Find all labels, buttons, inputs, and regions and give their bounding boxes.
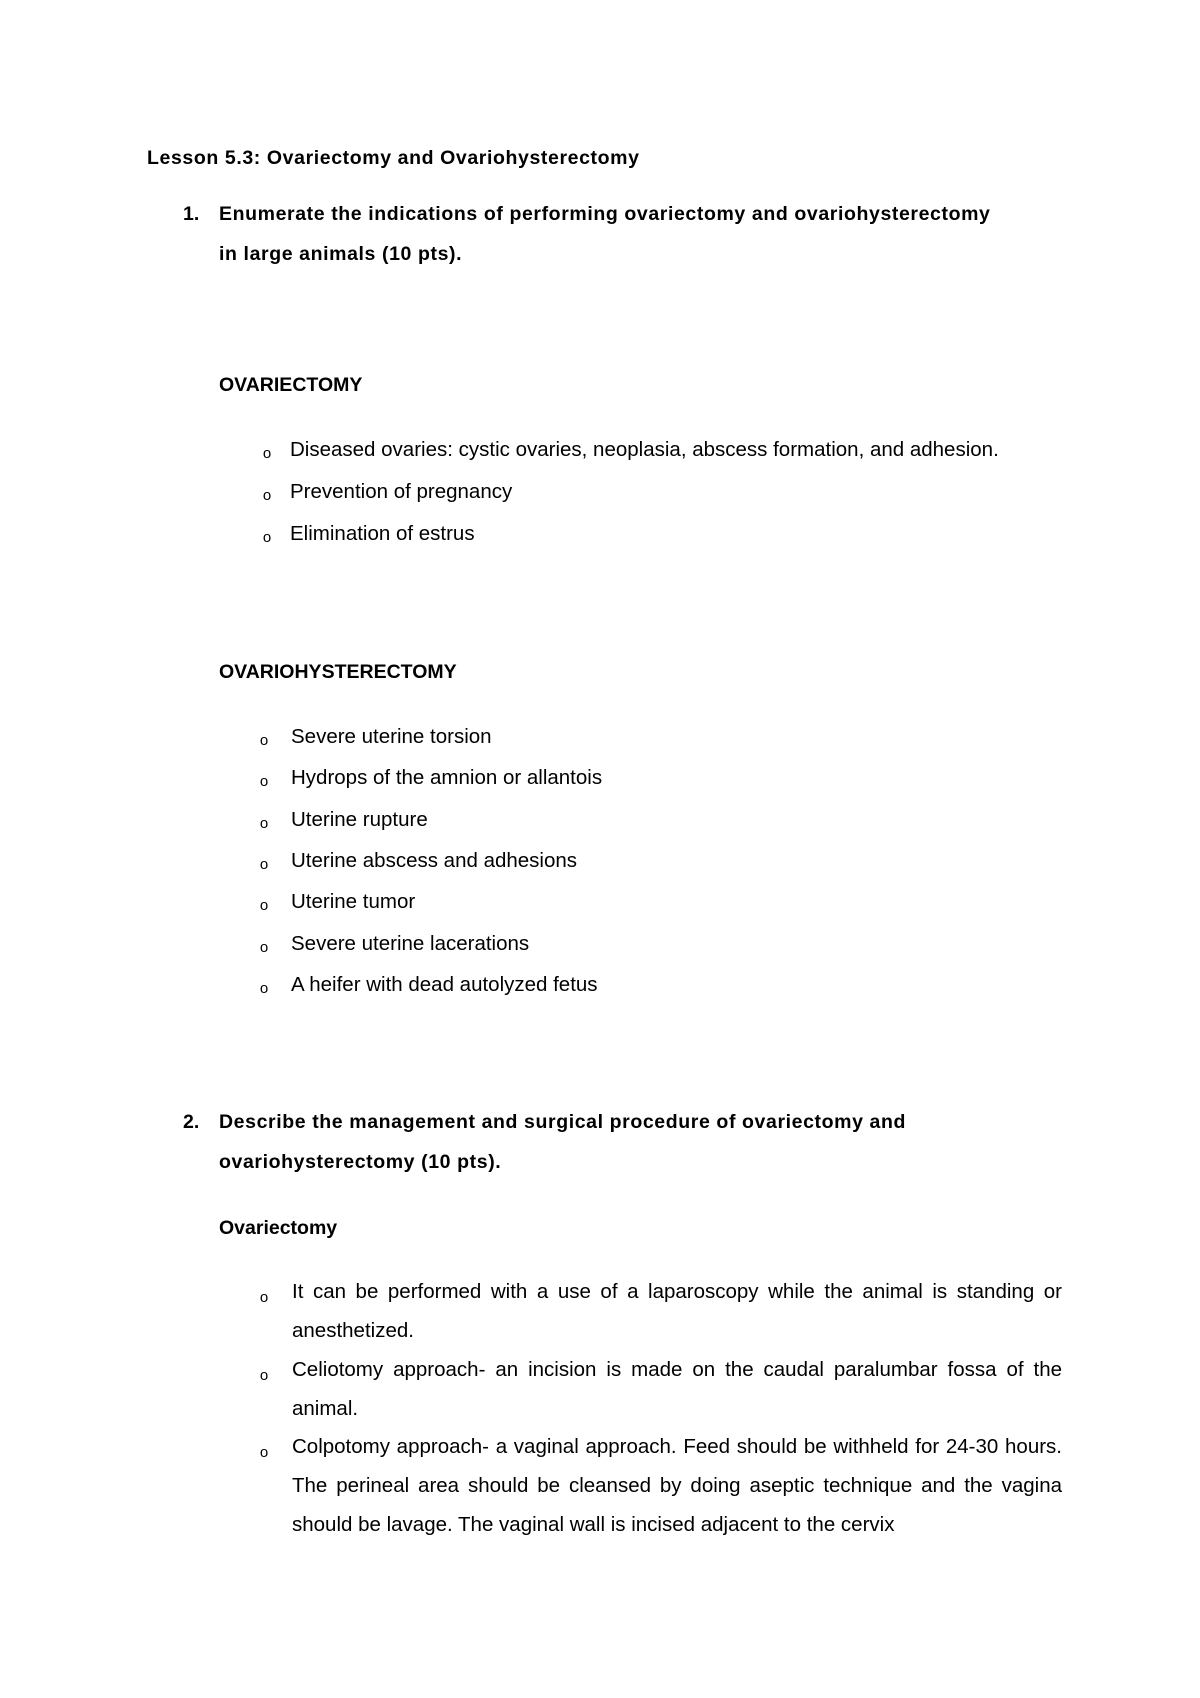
question-2-line-2: ovariohysterectomy (10 pts). <box>219 1151 502 1173</box>
bullet-marker: o <box>259 732 269 749</box>
procedure-paragraph: It can be performed with a use of a laparoscopy while the animal is standing or anesthetized. <box>292 1280 1062 1342</box>
list-item: Hydrops of the amnion or allantois <box>291 766 603 789</box>
bullet-marker: o <box>259 1289 269 1306</box>
bullet-marker: o <box>259 939 269 956</box>
question-2-number: 2. <box>183 1111 200 1133</box>
list-item: Uterine rupture <box>291 808 428 831</box>
bullet-marker: o <box>259 1367 269 1384</box>
question-2-line-1: Describe the management and surgical procedure of ovariectomy and <box>219 1111 907 1133</box>
bullet-marker: o <box>262 529 272 546</box>
bullet-marker: o <box>259 897 269 914</box>
bullet-marker: o <box>262 487 272 504</box>
bullet-marker: o <box>259 773 269 790</box>
ovariectomy-indications-heading: OVARIECTOMY <box>219 374 363 396</box>
bullet-marker: o <box>259 1444 269 1461</box>
bullet-marker: o <box>259 856 269 873</box>
list-item: Diseased ovaries: cystic ovaries, neoplasia, abscess formation, and adhesion. <box>290 438 999 461</box>
lesson-title: Lesson 5.3: Ovariectomy and Ovariohysterectomy <box>147 147 640 169</box>
question-1-number: 1. <box>183 203 200 225</box>
list-item: Uterine abscess and adhesions <box>291 849 578 872</box>
bullet-marker: o <box>259 980 269 997</box>
list-item: Uterine tumor <box>291 890 416 913</box>
procedure-paragraph: Colpotomy approach- a vaginal approach. Feed should be withheld for 24-30 hours. The perineal area should be cleansed by doing aseptic technique and the vagina should be lavage. The vaginal wall is incised adjacent to the cervix <box>292 1435 1062 1536</box>
list-item: A heifer with dead autolyzed fetus <box>291 973 598 996</box>
bullet-marker: o <box>259 815 269 832</box>
bullet-marker: o <box>262 445 272 462</box>
list-item: Severe uterine lacerations <box>291 932 530 955</box>
list-item: Prevention of pregnancy <box>290 480 513 503</box>
ovariectomy-procedure-heading: Ovariectomy <box>219 1217 338 1239</box>
question-1-line-1: Enumerate the indications of performing ovariectomy and ovariohysterectomy <box>219 203 991 225</box>
procedure-paragraph: Celiotomy approach- an incision is made on the caudal paralumbar fossa of the animal. <box>292 1358 1062 1420</box>
list-item: Elimination of estrus <box>290 522 475 545</box>
ovariohysterectomy-indications-heading: OVARIOHYSTERECTOMY <box>219 661 457 683</box>
question-1-line-2: in large animals (10 pts). <box>219 243 463 265</box>
list-item: Severe uterine torsion <box>291 725 492 748</box>
